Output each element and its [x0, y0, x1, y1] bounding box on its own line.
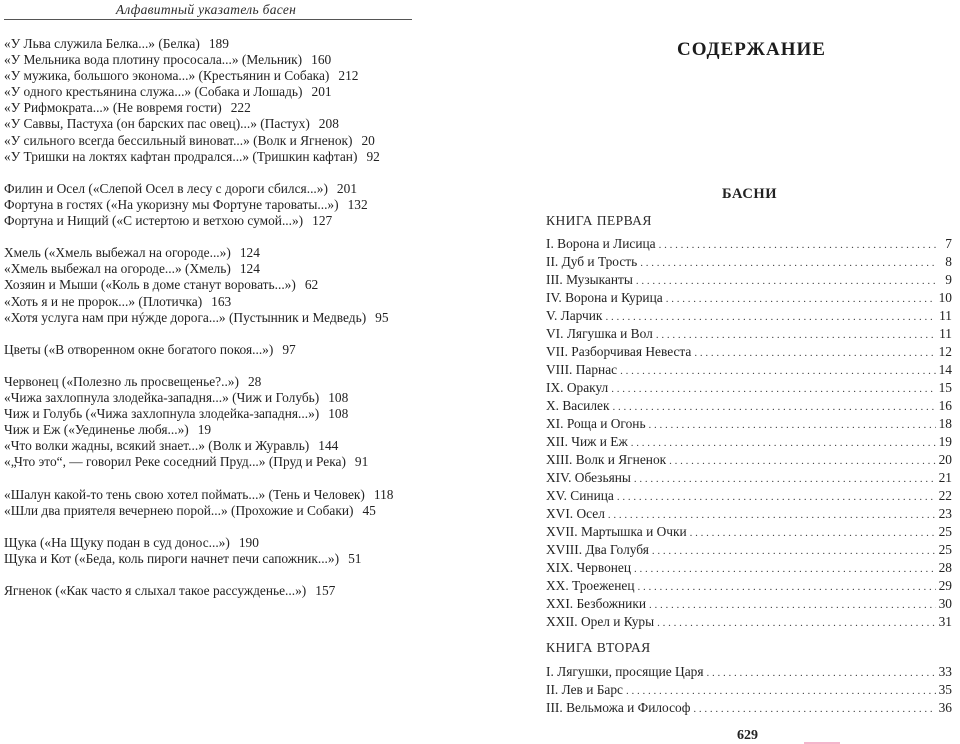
toc-entry-page: 22	[938, 488, 952, 503]
toc-entry-page: 19	[938, 434, 952, 449]
toc-entry	[546, 577, 952, 595]
toc-leader-dots	[649, 416, 936, 434]
index-entry-page: 160	[311, 52, 332, 68]
index-entry-text: «Что волки жадны, всякий знает...» (Волк и Журавль)	[4, 438, 310, 454]
toc-entry-page: 10	[938, 290, 952, 305]
toc-leader-dots	[634, 470, 936, 488]
index-entry-page: 19	[197, 422, 212, 438]
index-entry-page: 20	[361, 132, 375, 148]
index-entry-text: «Хмель выбежал на огороде...» (Хмель)	[4, 261, 231, 277]
index-entry-page: 127	[312, 213, 333, 229]
index-entry	[4, 100, 424, 116]
index-entry-text: «У Тришки на локтях кафтан продрался...» (Тришкин кафтан)	[4, 148, 358, 164]
index-entry	[4, 181, 424, 197]
toc-entry	[546, 505, 952, 523]
index-entry-page: 97	[282, 341, 296, 357]
toc-entry	[546, 379, 952, 397]
toc-entry	[546, 523, 952, 541]
toc-entry-page: 25	[938, 542, 952, 557]
toc-entry-page: 20	[938, 452, 952, 467]
toc-entry-title: XVIII. Два Голубя	[546, 542, 649, 557]
toc-entry	[546, 343, 952, 361]
toc-entry-page: 33	[938, 664, 952, 679]
toc-entry-page: 30	[938, 596, 952, 611]
index-entry-text: «У сильного всегда бессильный виноват...» (Волк и Ягненок)	[4, 132, 353, 148]
index-entry-text: Фортуна и Нищий («С истертою и ветхою сумой...»)	[4, 213, 304, 229]
index-entry	[4, 406, 424, 422]
index-entry	[4, 213, 424, 229]
toc-entry-page: 31	[938, 614, 952, 629]
toc-leader-dots	[634, 560, 936, 578]
toc-entry	[546, 699, 952, 717]
index-entry-page: 108	[328, 390, 349, 406]
toc-entry-title: X. Василек	[546, 398, 610, 413]
index-entry-page: 208	[318, 116, 339, 132]
toc-entry-title: II. Дуб и Трость	[546, 254, 638, 269]
index-entry-text: Ягненок («Как часто я слыхал такое рассужденье...»)	[4, 583, 307, 599]
toc-entry-page: 14	[938, 362, 952, 377]
index-gap	[4, 358, 424, 374]
index-entry-page: 51	[348, 551, 362, 566]
toc-entry-page: 11	[939, 308, 952, 323]
toc-leader-dots	[656, 326, 936, 344]
toc-entry-page: 15	[938, 380, 952, 395]
toc-entry-page: 16	[938, 398, 952, 413]
toc-leader-dots	[666, 290, 936, 308]
toc-leader-dots	[669, 452, 935, 470]
toc-entry	[546, 663, 952, 681]
index-entry	[4, 116, 424, 132]
index-entry	[4, 454, 424, 470]
toc-entry-title: XXII. Орел и Куры	[546, 614, 655, 629]
toc-entry	[546, 559, 952, 577]
running-header: Алфавитный указатель басен	[115, 2, 297, 17]
toc-entry	[546, 253, 952, 271]
index-entry-text: Филин и Осел («Слепой Осел в лесу с дороги сбился...»)	[4, 180, 328, 196]
toc-entry-page: 9	[945, 272, 952, 287]
section-title: БАСНИ	[722, 186, 778, 202]
index-entry-page: 108	[328, 406, 349, 422]
index-entry-text: «„Что это“, — говорил Реке соседний Пруд...» (Пруд и Река)	[4, 454, 346, 470]
index-entry	[4, 52, 424, 68]
index-entry-text: «У мужика, большого эконома...» (Крестьянин и Собака)	[4, 68, 330, 84]
toc-entry	[546, 451, 952, 469]
toc-entry	[546, 613, 952, 631]
toc-entry-page: 36	[938, 700, 952, 715]
index-entry-text: Чиж и Голубь («Чижа захлопнула злодейка-западня...»)	[4, 406, 320, 422]
index-entry	[4, 277, 424, 293]
index-entry-text: «У Рифмократа...» (Не вовремя гости)	[4, 100, 222, 116]
index-gap	[4, 229, 424, 245]
index-entry-page: 124	[239, 245, 260, 261]
toc-leader-dots	[659, 236, 937, 254]
index-entry-page: 144	[318, 438, 339, 454]
index-gap	[4, 471, 424, 487]
toc-entry-page: 12	[938, 344, 952, 359]
toc-leader-dots	[638, 578, 936, 596]
toc-leader-dots	[693, 700, 935, 718]
index-entry-page: 157	[315, 583, 336, 599]
index-entry-text: Хозяин и Мыши («Коль в доме станут воровать...»)	[4, 277, 296, 293]
index-gap	[4, 165, 424, 181]
index-gap	[4, 519, 424, 535]
index-entry-text: «У Мельника вода плотину прососала...» (Мельник)	[4, 52, 303, 68]
index-entry-page: 45	[362, 502, 376, 518]
page-number: 629	[737, 728, 758, 743]
index-entry-text: Цветы («В отворенном окне богатого покоя...»)	[4, 341, 274, 357]
index-entry	[4, 438, 424, 454]
index-entry-text: Хмель («Хмель выбежал на огороде...»)	[4, 245, 231, 261]
toc-entry-title: XII. Чиж и Еж	[546, 434, 628, 449]
index-entry	[4, 149, 424, 165]
index-entry	[4, 294, 424, 310]
toc-leader-dots	[612, 398, 935, 416]
toc-entry	[546, 361, 952, 379]
index-entry-text: Червонец («Полезно ль просвещенье?..»)	[4, 373, 239, 389]
toc-entry-page: 7	[945, 236, 952, 251]
toc-entry-title: XV. Синица	[546, 488, 614, 503]
toc-leader-dots	[640, 254, 937, 272]
toc-entry-page: 29	[938, 578, 952, 593]
toc-entry	[546, 487, 952, 505]
toc-entry-title: XIII. Волк и Ягненок	[546, 452, 667, 467]
toc-leader-dots	[657, 614, 935, 632]
index-entry	[4, 310, 424, 326]
toc-entry	[546, 307, 952, 325]
toc-entry-title: XI. Роща и Огонь	[546, 416, 646, 431]
toc-entry-page: 23	[938, 506, 952, 521]
index-entry-text: «Шалун какой-то тень свою хотел поймать...» (Тень и Человек)	[4, 486, 365, 502]
toc-entry-title: V. Ларчик	[546, 308, 603, 323]
toc-leader-dots	[631, 434, 936, 452]
index-entry	[4, 503, 424, 519]
index-entry	[4, 390, 424, 406]
toc-leader-dots	[608, 506, 936, 524]
toc-leader-dots	[620, 362, 936, 380]
toc-entry-title: XVII. Мартышка и Очки	[546, 524, 687, 539]
toc-entry-page: 35	[938, 682, 952, 697]
index-entry	[4, 583, 424, 599]
toc-entry-title: XXI. Безбожники	[546, 596, 647, 611]
toc-leader-dots	[649, 596, 936, 614]
toc-entry	[546, 235, 952, 253]
toc-entry-page: 25	[938, 524, 952, 539]
index-entry	[4, 68, 424, 84]
toc-entry	[546, 325, 952, 343]
index-entry-page: 222	[230, 100, 251, 116]
toc-entry-title: I. Лягушки, просящие Царя	[546, 664, 704, 679]
index-entry	[4, 245, 424, 261]
index-entry-text: «Чижа захлопнула злодейка-западня...» (Чиж и Голубь)	[4, 390, 320, 406]
toc-leader-dots	[694, 344, 935, 362]
toc-entry-title: IX. Оракул	[546, 380, 609, 395]
index-entry	[4, 36, 424, 52]
index-entry-page: 163	[211, 293, 232, 309]
toc-leader-dots	[652, 542, 936, 560]
toc-entry	[546, 397, 952, 415]
index-entry-page: 95	[375, 309, 389, 325]
toc-entry-page: 8	[945, 254, 952, 269]
index-entry-page: 201	[311, 84, 332, 100]
toc-leader-dots	[617, 488, 936, 506]
index-entry-text: «Шли два приятеля вечернею порой...» (Прохожие и Собаки)	[4, 502, 354, 518]
index-entry-page: 118	[373, 486, 394, 502]
toc-entry-title: XIV. Обезьяны	[546, 470, 631, 485]
right-page	[530, 0, 960, 744]
index-entry	[4, 535, 424, 551]
index-entry-page: 132	[347, 196, 368, 212]
toc-entry	[546, 469, 952, 487]
index-entry-text: Фортуна в гостях («На укоризну мы Фортуне тароваты...»)	[4, 196, 339, 212]
index-entry-text: «У одного крестьянина служа...» (Собака и Лошадь)	[4, 84, 303, 100]
toc-entry-title: VIII. Парнас	[546, 362, 618, 377]
toc-entry-title: I. Ворона и Лисица	[546, 236, 656, 251]
index-entry-text: Щука («На Щуку подан в суд донос...»)	[4, 534, 230, 550]
toc-entry	[546, 595, 952, 613]
toc-entry-title: II. Лев и Барс	[546, 682, 624, 697]
toc-entry	[546, 289, 952, 307]
toc-entry-page: 11	[939, 326, 952, 341]
left-page	[0, 0, 420, 744]
contents-title: СОДЕРЖАНИЕ	[677, 39, 826, 60]
toc-book-first	[546, 235, 952, 631]
toc-entry-page: 18	[938, 416, 952, 431]
index-entry-text: «Хоть я и не пророк...» (Плотичка)	[4, 293, 203, 309]
index-entry-page: 28	[247, 373, 262, 389]
toc-entry-title: XIX. Червонец	[546, 560, 632, 575]
toc-entry	[546, 271, 952, 289]
toc-entry-title: XVI. Осел	[546, 506, 605, 521]
index-entry	[4, 487, 424, 503]
index-entry-page: 189	[208, 36, 229, 51]
book-title-first: КНИГА ПЕРВАЯ	[546, 213, 652, 228]
toc-leader-dots	[605, 308, 936, 326]
toc-entry	[546, 541, 952, 559]
toc-entry-page: 21	[938, 470, 952, 485]
index-entry	[4, 422, 424, 438]
index-entry-page: 92	[366, 148, 380, 164]
fable-index-list	[4, 36, 424, 599]
index-entry-text: «У Саввы, Пастуха (он барских пас овец)...» (Пастух)	[4, 116, 310, 132]
index-entry	[4, 551, 424, 567]
index-entry-page: 124	[239, 261, 260, 277]
toc-entry-title: IV. Ворона и Курица	[546, 290, 663, 305]
toc-leader-dots	[636, 272, 937, 290]
index-entry-page: 62	[304, 277, 319, 293]
header-rule	[4, 19, 412, 20]
index-entry-page: 212	[338, 68, 359, 84]
index-entry	[4, 374, 424, 390]
index-entry-text: «У Льва служила Белка...» (Белка)	[4, 36, 200, 51]
index-entry	[4, 261, 424, 277]
toc-leader-dots	[626, 682, 936, 700]
index-entry-page: 91	[354, 454, 369, 470]
toc-entry	[546, 415, 952, 433]
toc-entry	[546, 681, 952, 699]
index-entry	[4, 342, 424, 358]
book-title-second: КНИГА ВТОРАЯ	[546, 640, 651, 655]
toc-book-second	[546, 663, 952, 717]
toc-entry	[546, 433, 952, 451]
index-entry-text: Чиж и Еж («Уединенье любя...»)	[4, 422, 189, 438]
index-entry-page: 201	[336, 180, 358, 196]
toc-entry-page: 28	[938, 560, 952, 575]
toc-entry-title: XX. Троеженец	[546, 578, 635, 593]
toc-leader-dots	[707, 664, 936, 682]
index-entry-page: 190	[238, 534, 259, 550]
index-entry	[4, 133, 424, 149]
toc-entry-title: VI. Лягушка и Вол	[546, 326, 653, 341]
toc-entry-title: VII. Разборчивая Невеста	[546, 344, 692, 359]
index-entry	[4, 197, 424, 213]
toc-leader-dots	[611, 380, 935, 398]
toc-leader-dots	[690, 524, 936, 542]
index-gap	[4, 326, 424, 342]
index-entry-text: Щука и Кот («Беда, коль пироги начнет печи сапожник...»)	[4, 551, 340, 566]
index-gap	[4, 567, 424, 583]
index-entry	[4, 84, 424, 100]
index-entry-text: «Хотя услуга нам при нýжде дорога...» (Пустынник и Медведь)	[4, 309, 367, 325]
toc-entry-title: III. Вельможа и Философ	[546, 700, 691, 715]
toc-entry-title: III. Музыканты	[546, 272, 633, 287]
